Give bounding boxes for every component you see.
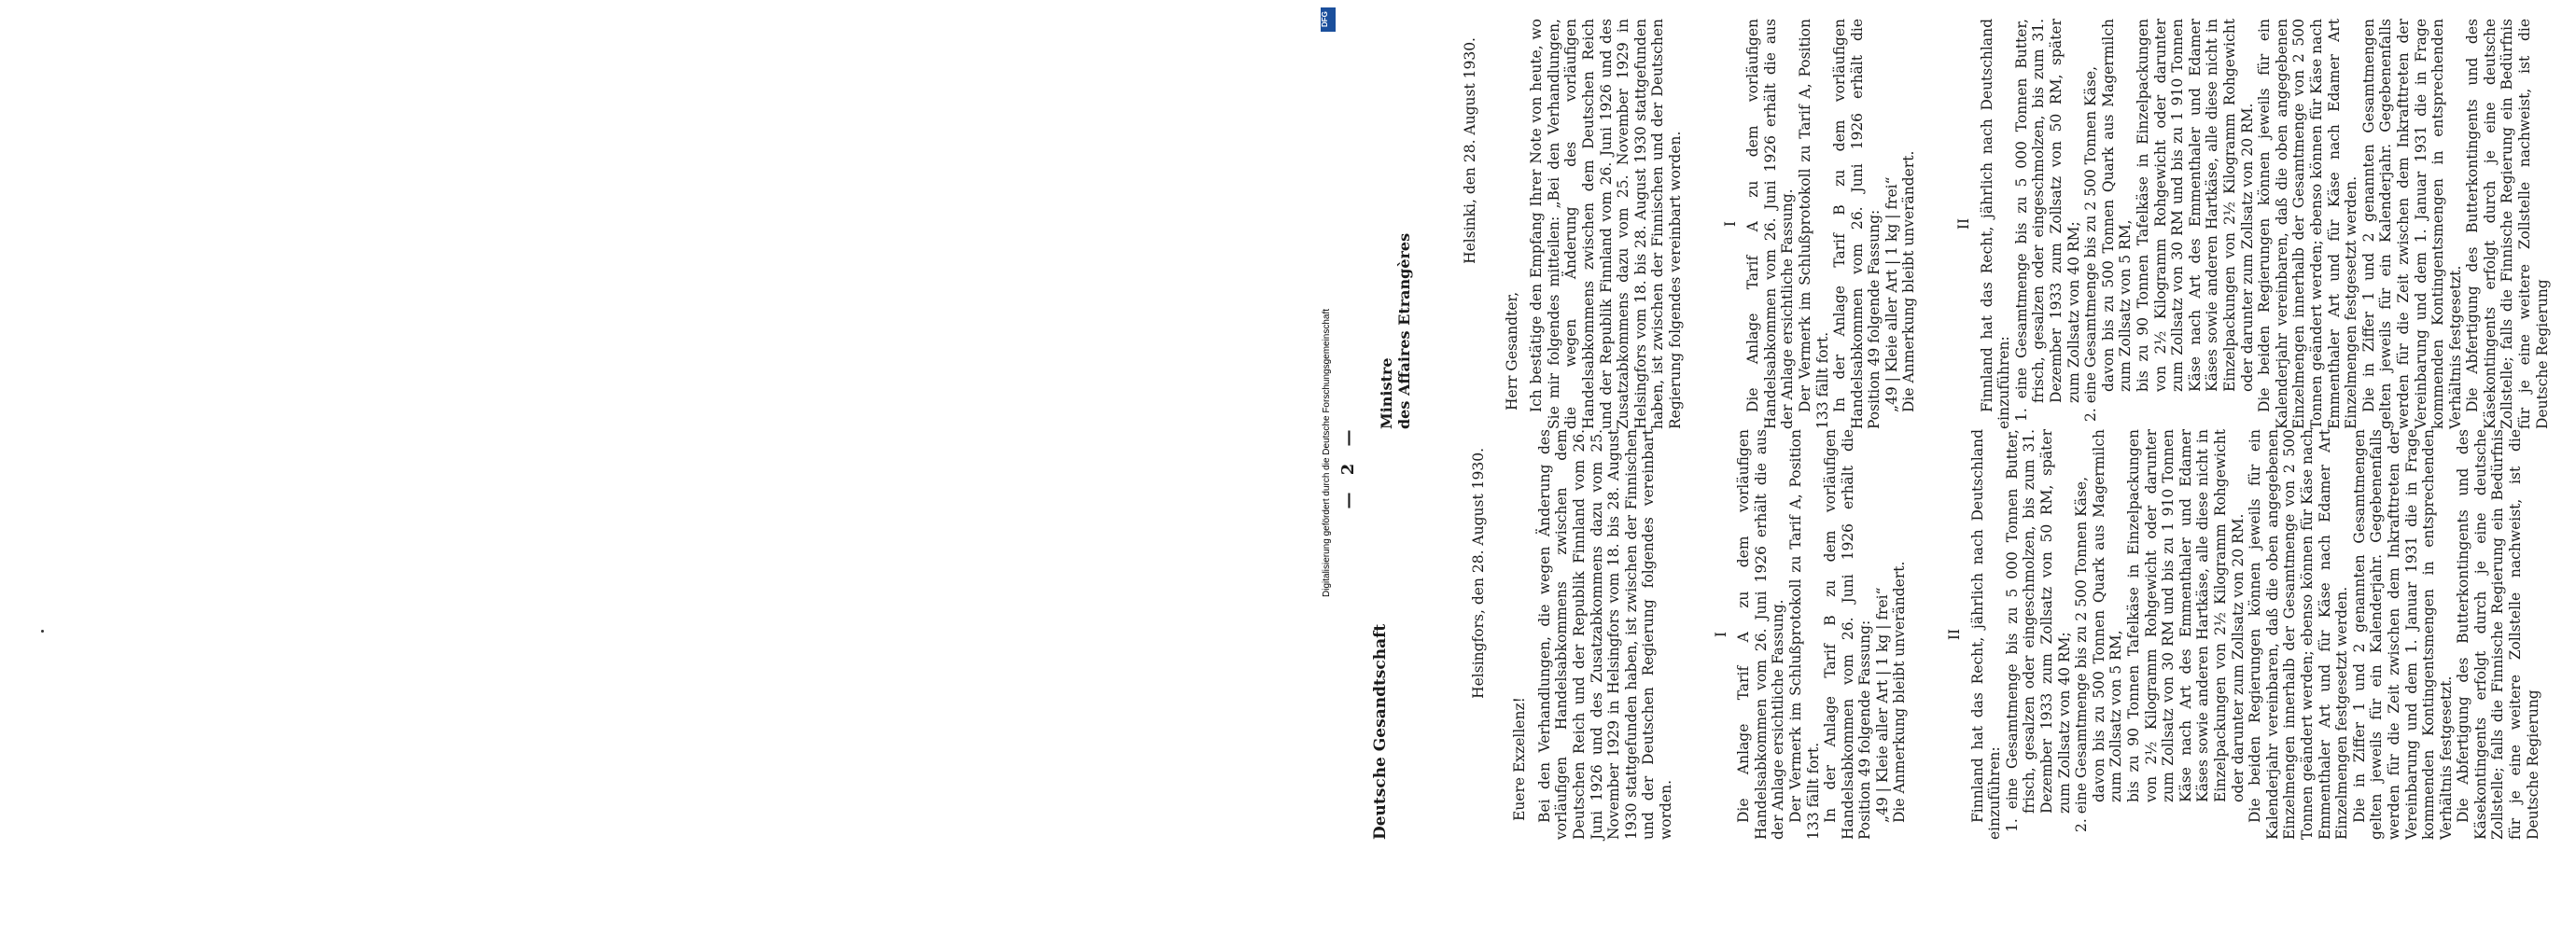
- rotated-document-page: [1288, 0, 2576, 933]
- right-s2-item-2b: bis zu 90 Tonnen Tafelkäse in Einzelpackungen von 2½ Kilogramm Rohgewicht oder darunter zum Zollsatz von 30 RM und bis zu 1 910 Tonnen Käse nach Art des Emmenthaler und Edamer Käses sowie anderen Hartkäse, alle diese nicht in Einzelpackungen von 2½ Kilogramm Rohgewicht oder darunter zum Zollsatz von 20 RM.: [2135, 19, 2256, 392]
- right-s2-p2: Die beiden Regierungen können jeweils für ein Kalenderjahr vereinbaren, daß die oben angegebenen Einzelmengen innerhalb der Gesamtmenge von 2 500 Tonnen geändert werden; ebenso können für Käse nach Emmenthaler Art und für Käse nach Edamer Art Einzelmengen festgesetzt werden.: [2256, 19, 2360, 429]
- left-section-1-title: I: [1712, 631, 1729, 638]
- left-s1-p4: Die Anmerkung bleibt unverändert.: [1891, 561, 1909, 823]
- right-s2-item-2a: davon bis zu 500 Tonnen Quark aus Magermilch zum Zollsatz von 5 RM,: [2099, 19, 2135, 392]
- right-column: [1372, 19, 2551, 429]
- right-s2-item-1: 1. eine Gesamtmenge bis zu 5 000 Tonnen Butter, frisch, gesalzen oder eingeschmolzen, bis zum 31. Dezember 1933 zum Zollsatz von 50 RM, später zum Zollsatz von 40 RM;: [2012, 19, 2082, 422]
- right-s1-p1: Die Anlage Tarif A zu dem vorläufigen Handelsabkommen vom 26. Juni 1926 erhält die aus der Anlage ersichtliche Fassung.: [1744, 19, 1797, 429]
- right-intro: Ich bestätige den Empfang Ihrer Note von heute, wo Sie mir folgendes mitteilen: „Bei den Verhandlungen, die wegen Änderung des vorläufigen Handelsabkommens zwischen dem Deutschen Reich und der Republik Finnland vom 26. Juni 1926 und des Zusatzabkommens dazu vom 25. November 1929 in Helsingfors vom 18. bis 28. August 1930 stattgefunden haben, ist zwischen der Finnischen und der Deutschen Regierung folgendes vereinbart worden.: [1528, 19, 1684, 429]
- right-s2-p1: Finnland hat das Recht, jährlich nach Deutschland einzuführen:: [1978, 19, 2013, 429]
- dfg-credit-text: Digitalisierung gefördert durch die Deutsche Forschungsgemeinschaft: [1322, 308, 1332, 597]
- scan-speck: [41, 630, 44, 633]
- right-s2-item-2: 2. eine Gesamtmenge bis zu 2 500 Tonnen Käse,: [2082, 65, 2100, 422]
- left-salutation: Euere Exzellenz!: [1511, 697, 1529, 821]
- right-s1-quote: „49 | Kleie aller Art | 1 kg | frei“: [1883, 176, 1900, 412]
- right-section-2-title: II: [1955, 217, 1973, 230]
- left-s2-item-2a: davon bis zu 500 Tonnen Quark aus Magermilch zum Zollsatz von 5 RM,: [2090, 429, 2125, 802]
- right-s1-p4: Die Anmerkung bleibt unverändert.: [1900, 150, 1918, 412]
- right-header-2: des Affaires Etrangères: [1395, 232, 1413, 429]
- left-s1-p2: Der Vermerk im Schlußprotokoll zu Tarif A, Position 133 fällt fort.: [1786, 429, 1822, 840]
- dfg-sidebar: [1318, 0, 1338, 933]
- left-s1-p3: In der Anlage Tarif B zu dem vorläufigen Handelsabkommen vom 26. Juni 1926 erhält die Position 49 folgende Fassung:: [1822, 429, 1874, 840]
- left-column: [1372, 429, 2541, 840]
- left-section-2-title: II: [1946, 628, 1964, 641]
- left-s2-p2: Die beiden Regierungen können jeweils für ein Kalenderjahr vereinbaren, daß die oben angegebenen Einzelmengen innerhalb der Gesamtmenge von 2 500 Tonnen geändert werden; ebenso können für Käse nach Emmenthaler Art und für Käse nach Edamer Art Einzelmengen festgesetzt werden.: [2247, 429, 2351, 840]
- page-number: — 2 —: [1338, 424, 1358, 509]
- left-s2-item-2b: bis zu 90 Tonnen Tafelkäse in Einzelpackungen von 2½ Kilogramm Rohgewicht oder darunter zum Zollsatz von 30 RM und bis zu 1 910 Tonnen Käse nach Art des Emmenthaler und Edamer Käses sowie anderen Hartkäse, alle diese nicht in Einzelpackungen von 2½ Kilogramm Rohgewicht oder darunter zum Zollsatz von 20 RM.: [2125, 429, 2247, 802]
- right-s1-p3: In der Anlage Tarif B zu dem vorläufigen Handelsabkommen vom 26. Juni 1926 erhält die Position 49 folgende Fassung:: [1831, 19, 1883, 429]
- right-section-1-title: I: [1721, 220, 1739, 228]
- left-s2-p4: Die Abfertigung des Butterkontingents und des Käsekontingents erfolgt durch je eine deutsche Zollstelle; falls die Finnische Regierung ein Bedürfnis für je eine weitere Zollstelle nachweist, ist die Deutsche Regierung: [2455, 429, 2541, 840]
- left-date: Helsingfors, den 28. August 1930.: [1469, 448, 1487, 699]
- right-header-1: Ministre: [1378, 357, 1395, 429]
- right-date: Helsinki, den 28. August 1930.: [1462, 37, 1478, 264]
- right-s2-p3: Die in Ziffer 1 und 2 genannten Gesamtmengen gelten jeweils für ein Kalenderjahr. Gegebenenfalls werden für die Zeit zwischen dem Inkrafttreten der Vereinbarung und dem 1. Januar 1931 die in Frage kommenden Kontingentsmengen in entsprechenden Verhältnis festgesetzt.: [2359, 19, 2464, 429]
- left-s1-quote: „49 | Kleie aller Art | 1 kg | frei“: [1873, 587, 1891, 823]
- left-s2-item-1: 1. eine Gesamtmenge bis zu 5 000 Tonnen Butter, frisch, gesalzen oder eingeschmolzen, bis zum 31. Dezember 1933 zum Zollsatz von 50 RM, später zum Zollsatz von 40 RM;: [2003, 429, 2073, 832]
- left-s1-p1: Die Anlage Tarif A zu dem vorläufigen Handelsabkommen vom 26. Juni 1926 erhält die aus der Anlage ersichtliche Fassung.: [1735, 429, 1787, 840]
- left-intro: Bei den Verhandlungen, die wegen Änderung des vorläufigen Handelsabkommens zwischen dem Deutschen Reich und der Republik Finnland vom 26. Juni 1926 und des Zusatzabkommens dazu vom 25. November 1929 in Helsingfors vom 18. bis 28. August 1930 stattgefunden haben, ist zwischen der Finnischen und der Deutschen Regierung folgendes vereinbart worden.: [1535, 429, 1674, 840]
- left-header: Deutsche Gesandtschaft: [1371, 623, 1390, 840]
- right-salutation: Herr Gesandter,: [1503, 291, 1520, 411]
- left-s2-p1: Finnland hat das Recht, jährlich nach Deutschland einzuführen:: [1968, 429, 2004, 840]
- left-s2-item-2: 2. eine Gesamtmenge bis zu 2 500 Tonnen Käse,: [2073, 476, 2091, 832]
- right-s2-p4: Die Abfertigung des Butterkontingents und des Käsekontingents erfolgt durch je eine deutsche Zollstelle; falls die Finnische Regierung ein Bedürfnis für je eine weitere Zollstelle nachweist, ist die Deutsche Regierung: [2464, 19, 2551, 429]
- dfg-logo-icon: DFG: [1321, 7, 1336, 32]
- right-s1-p2: Der Vermerk im Schlußprotokoll zu Tarif A, Position 133 fällt fort.: [1796, 19, 1831, 429]
- page-frame: [1288, 0, 2576, 933]
- left-s2-p3: Die in Ziffer 1 und 2 genannten Gesamtmengen gelten jeweils für ein Kalenderjahr. Gegebenenfalls werden für die Zeit zwischen dem Inkrafttreten der Vereinbarung und dem 1. Januar 1931 die in Frage kommenden Kontingentsmengen in entsprechenden Verhältnis festgesetzt.: [2350, 429, 2455, 840]
